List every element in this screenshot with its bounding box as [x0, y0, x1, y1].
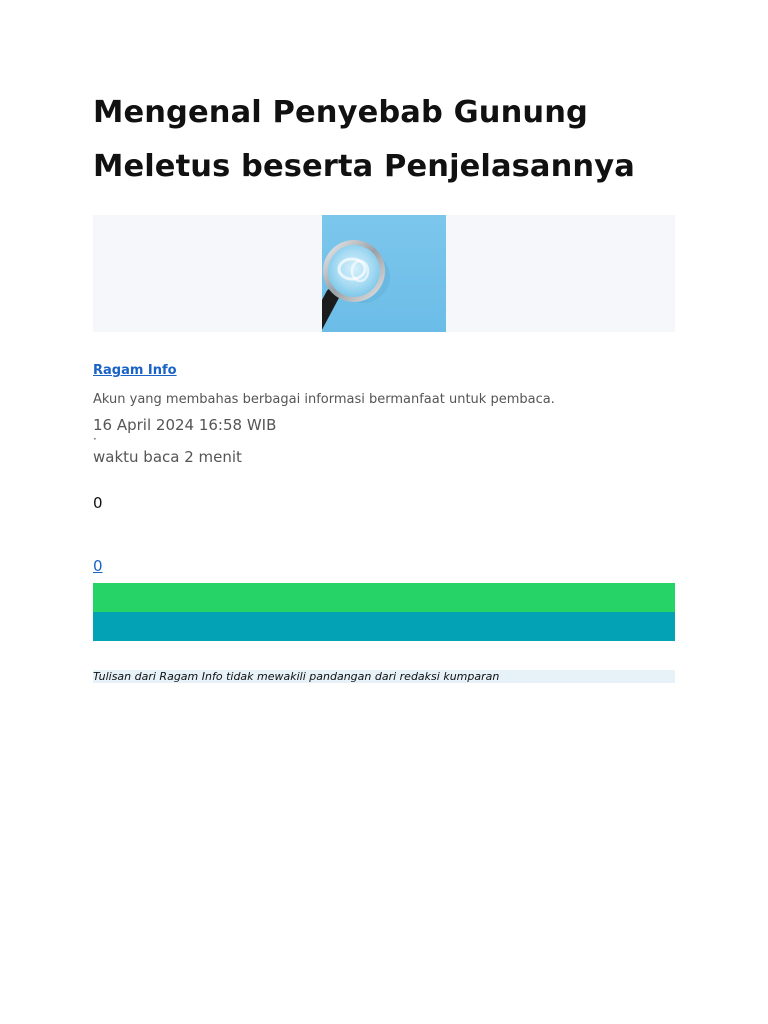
hero-banner [93, 215, 675, 332]
comment-count-link[interactable]: 0 [93, 557, 103, 575]
disclaimer-note: Tulisan dari Ragam Info tidak mewakili pandangan dari redaksi kumparan [93, 670, 675, 683]
publish-date: 16 April 2024 16:58 WIB [93, 416, 277, 434]
article-container [93, 86, 675, 683]
like-count: 0 [93, 494, 103, 512]
share-whatsapp-button[interactable] [93, 583, 675, 612]
magnifying-glass-icon [322, 215, 446, 332]
share-button[interactable] [93, 612, 675, 641]
read-time: waktu baca 2 menit [93, 448, 242, 466]
author-link[interactable]: Ragam Info [93, 363, 177, 378]
page-title: Mengenal Penyebab Gunung Meletus beserta Penjelasannya [93, 95, 635, 184]
author-bio: Akun yang membahas berbagai informasi bermanfaat untuk pembaca. [93, 392, 555, 407]
meta-separator: · [93, 432, 97, 446]
hero-image[interactable] [322, 215, 446, 332]
